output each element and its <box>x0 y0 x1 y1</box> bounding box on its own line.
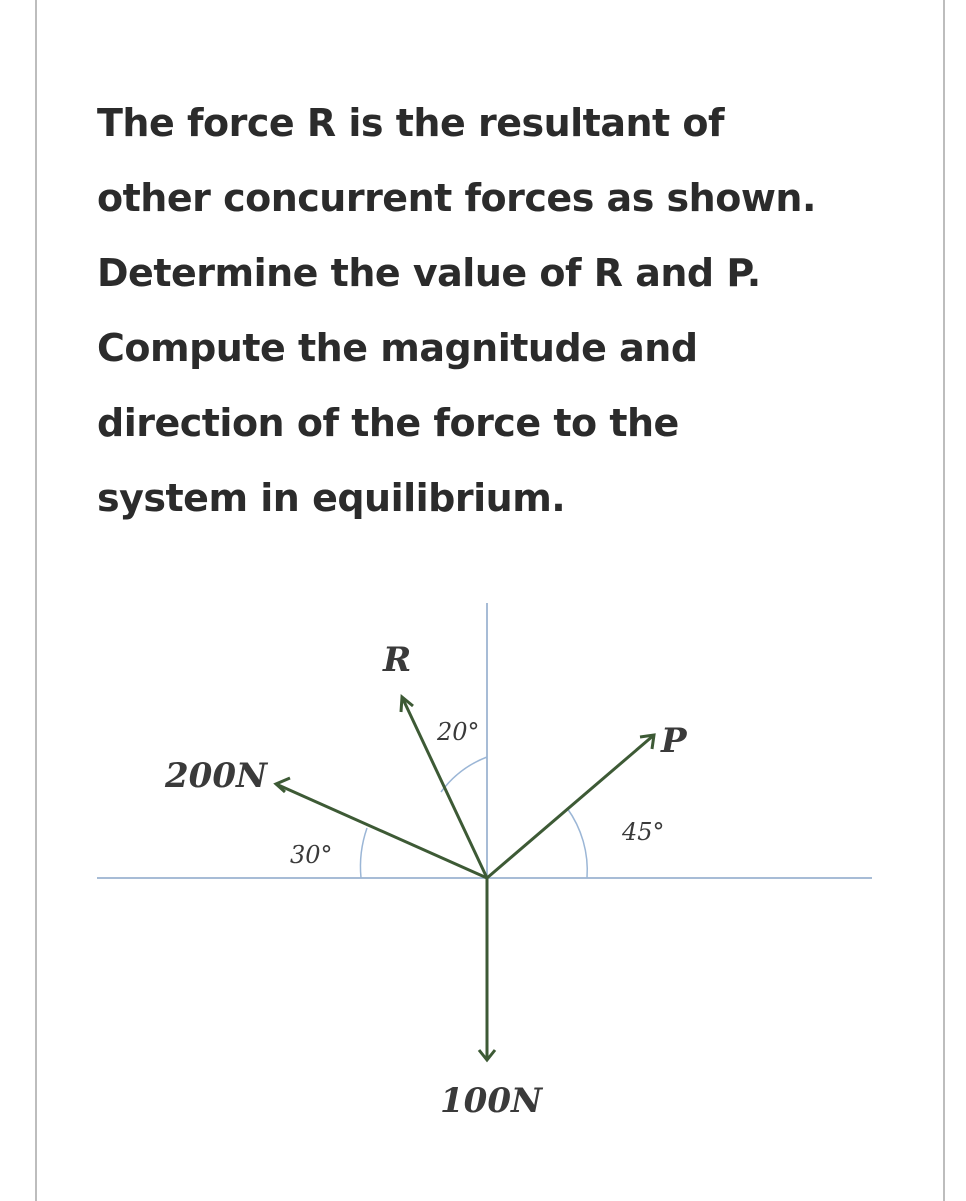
problem-line: other concurrent forces as shown. <box>97 176 816 220</box>
problem-line: system in equilibrium. <box>97 476 566 520</box>
angle-label-30: 30° <box>290 841 333 869</box>
angle-arc-30 <box>360 828 367 878</box>
problem-line: direction of the force to the <box>97 401 679 445</box>
angle-arc-20 <box>441 757 487 792</box>
force-label-200n: 200N <box>165 756 268 796</box>
problem-line: The force R is the resultant of <box>97 101 725 145</box>
force-arrow-p <box>487 735 654 878</box>
force-label-100n: 100N <box>440 1081 543 1121</box>
force-label-p: P <box>661 721 687 761</box>
angle-label-20: 20° <box>437 718 480 746</box>
problem-line: Compute the magnitude and <box>97 326 698 370</box>
problem-line: Determine the value of R and P. <box>97 251 761 295</box>
force-label-r: R <box>383 640 412 680</box>
angle-arc-45 <box>567 808 587 878</box>
force-arrow-100n <box>479 878 495 1060</box>
angle-label-45: 45° <box>622 818 665 846</box>
